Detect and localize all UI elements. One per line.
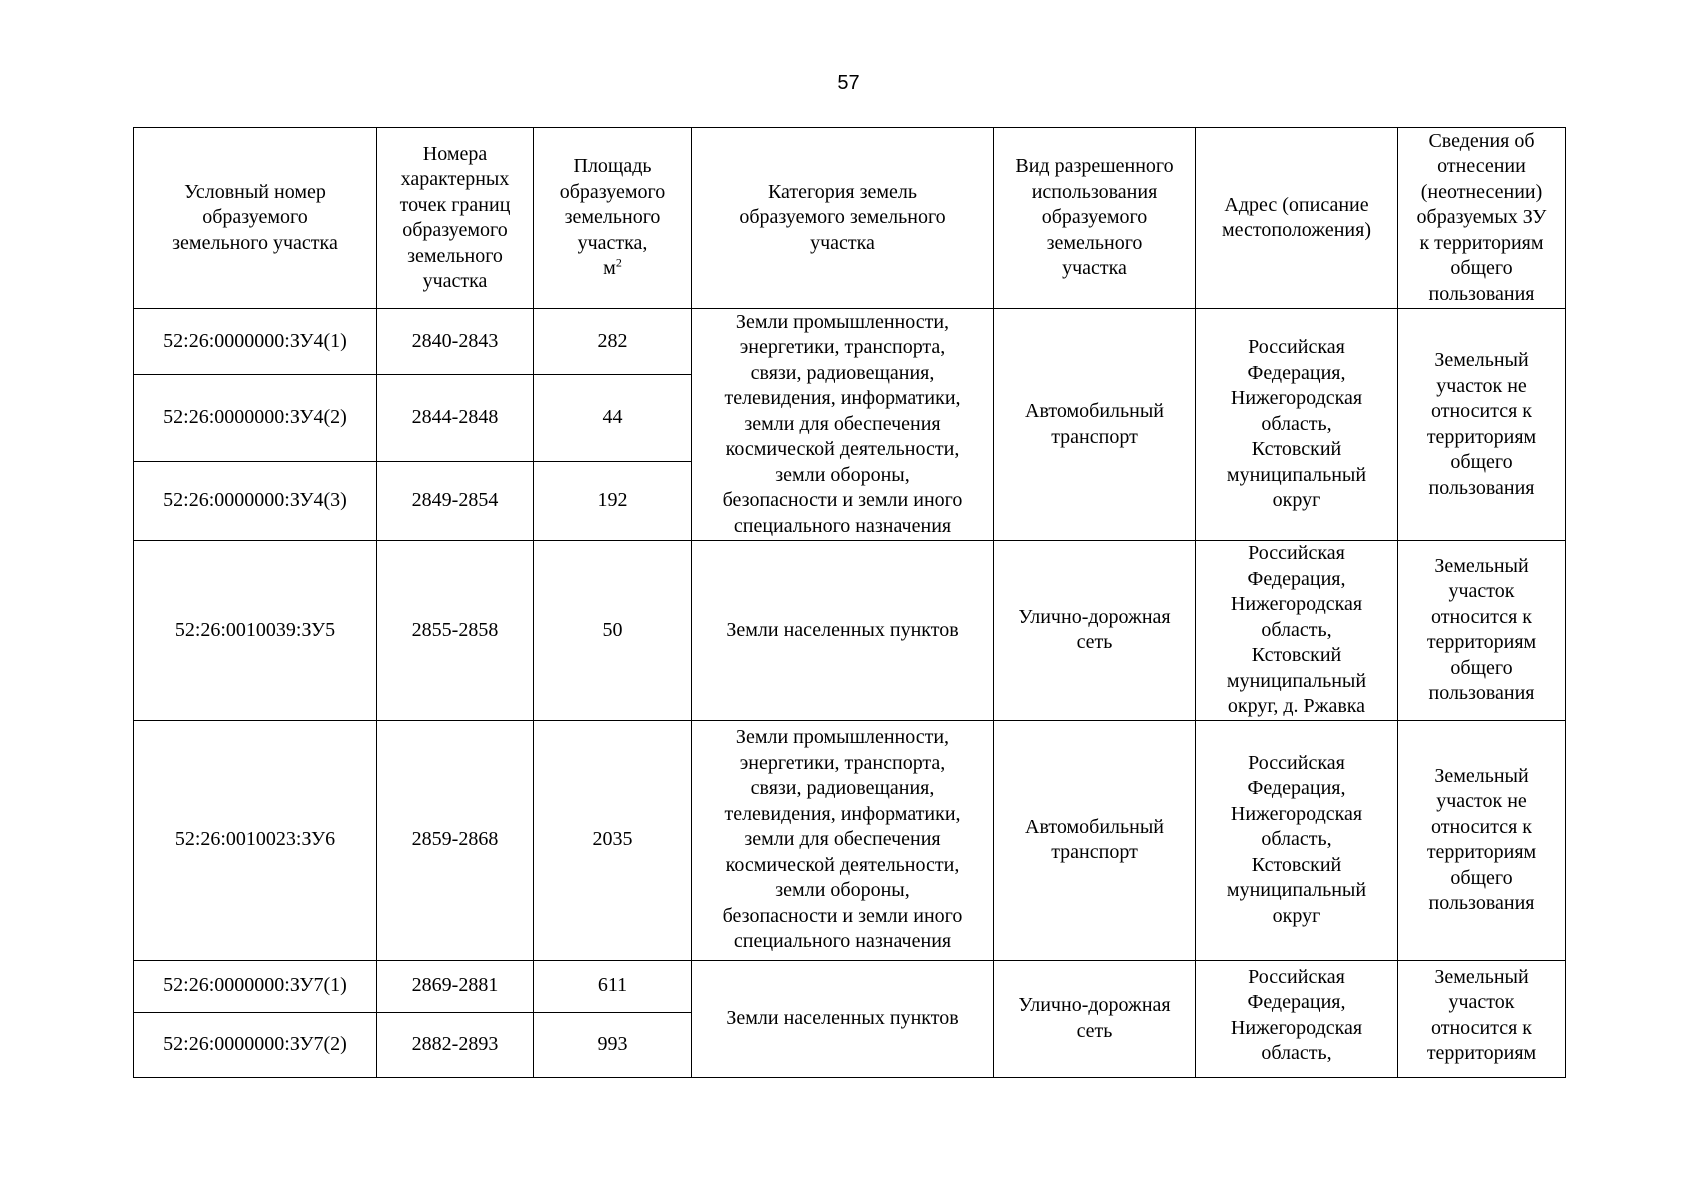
area-cell: 50 — [534, 541, 692, 721]
table-row — [134, 720, 1566, 960]
plot-number-cell: 52:26:0000000:ЗУ4(2) — [134, 375, 377, 462]
permitted-use-cell: Улично-дорожная сеть — [994, 541, 1196, 721]
boundary-points-cell: 2840-2843 — [377, 309, 534, 375]
table-header-row — [134, 128, 1566, 309]
public-use-cell: Земельный участок не относится к территориям общего пользования — [1398, 309, 1566, 541]
plot-number-cell: 52:26:0000000:ЗУ4(3) — [134, 462, 377, 541]
header-boundary-points: Номера характерных точек границ образуемого земельного участка — [377, 128, 534, 309]
plot-number-cell: 52:26:0010023:ЗУ6 — [134, 720, 377, 960]
boundary-points-cell: 2869-2881 — [377, 960, 534, 1012]
public-use-cell: Земельный участок относится к территориям — [1398, 960, 1566, 1077]
land-plots-table — [133, 127, 1566, 1078]
area-cell: 2035 — [534, 720, 692, 960]
header-address: Адрес (описание местоположения) — [1196, 128, 1398, 309]
plot-number-cell: 52:26:0010039:ЗУ5 — [134, 541, 377, 721]
area-cell: 192 — [534, 462, 692, 541]
permitted-use-cell: Автомобильный транспорт — [994, 309, 1196, 541]
header-area-label: Площадь образуемого земельного участка, м — [559, 155, 666, 280]
area-cell: 611 — [534, 960, 692, 1012]
area-cell: 282 — [534, 309, 692, 375]
boundary-points-cell: 2855-2858 — [377, 541, 534, 721]
address-cell: Российская Федерация, Нижегородская область, Кстовский муниципальный округ — [1196, 309, 1398, 541]
header-permitted-use: Вид разрешенного использования образуемого земельного участка — [994, 128, 1196, 309]
table-row — [134, 960, 1566, 1012]
land-category-cell: Земли промышленности, энергетики, транспорта, связи, радиовещания, телевидения, информатики, земли для обеспечения космической деятельности, земли обороны, безопасности и земли иного специального назначения — [692, 309, 994, 541]
plot-number-cell: 52:26:0000000:ЗУ4(1) — [134, 309, 377, 375]
area-cell: 44 — [534, 375, 692, 462]
land-category-cell: Земли промышленности, энергетики, транспорта, связи, радиовещания, телевидения, информатики, земли для обеспечения космической деятельности, земли обороны, безопасности и земли иного специального назначения — [692, 720, 994, 960]
boundary-points-cell: 2844-2848 — [377, 375, 534, 462]
header-public-use-info: Сведения об отнесении (неотнесении) образуемых ЗУ к территориям общего пользования — [1398, 128, 1566, 309]
permitted-use-cell: Улично-дорожная сеть — [994, 960, 1196, 1077]
land-category-cell: Земли населенных пунктов — [692, 541, 994, 721]
permitted-use-cell: Автомобильный транспорт — [994, 720, 1196, 960]
address-cell: Российская Федерация, Нижегородская область, — [1196, 960, 1398, 1077]
boundary-points-cell: 2882-2893 — [377, 1012, 534, 1077]
address-cell: Российская Федерация, Нижегородская область, Кстовский муниципальный округ, д. Ржавка — [1196, 541, 1398, 721]
header-area — [534, 128, 692, 309]
header-land-category: Категория земель образуемого земельного участка — [692, 128, 994, 309]
header-area-sup: 2 — [615, 255, 622, 270]
table-row — [134, 309, 1566, 375]
page-number: 57 — [837, 72, 860, 94]
area-cell: 993 — [534, 1012, 692, 1077]
table-row — [134, 541, 1566, 721]
public-use-cell: Земельный участок относится к территориям общего пользования — [1398, 541, 1566, 721]
land-category-cell: Земли населенных пунктов — [692, 960, 994, 1077]
boundary-points-cell: 2859-2868 — [377, 720, 534, 960]
boundary-points-cell: 2849-2854 — [377, 462, 534, 541]
plot-number-cell: 52:26:0000000:ЗУ7(2) — [134, 1012, 377, 1077]
address-cell: Российская Федерация, Нижегородская область, Кстовский муниципальный округ — [1196, 720, 1398, 960]
public-use-cell: Земельный участок не относится к территориям общего пользования — [1398, 720, 1566, 960]
header-plot-number: Условный номер образуемого земельного участка — [134, 128, 377, 309]
plot-number-cell: 52:26:0000000:ЗУ7(1) — [134, 960, 377, 1012]
